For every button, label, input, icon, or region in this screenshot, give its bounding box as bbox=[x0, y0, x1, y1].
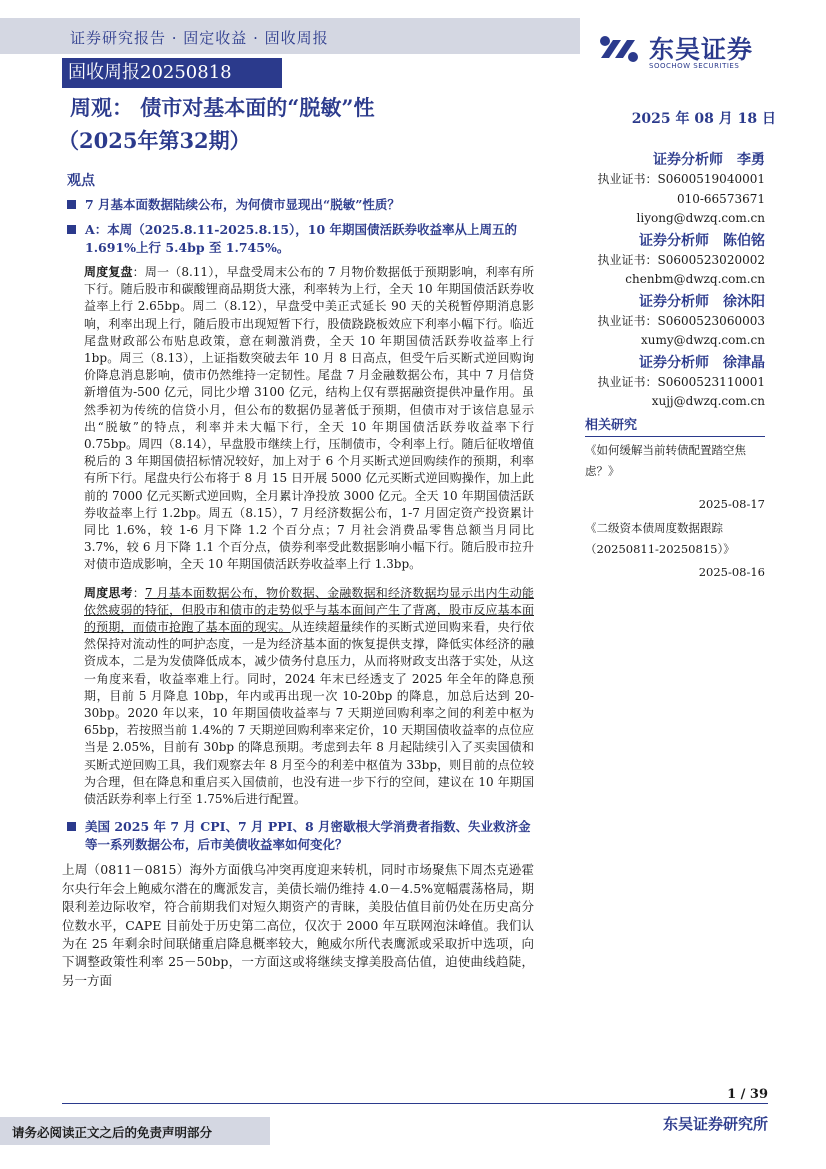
related-item-title[interactable]: 《二级资本债周度数据跟踪（20250811-20250815）》 bbox=[585, 521, 735, 556]
report-title: 周观： 债市对基本面的“脱敏”性 bbox=[70, 95, 375, 120]
analyst-title: 证券分析师 李勇 bbox=[653, 152, 765, 168]
breadcrumb: 证券研究报告 · 固定收益 · 固收周报 bbox=[70, 29, 329, 47]
main-content bbox=[62, 196, 534, 990]
analyst-cert: 执业证书：S0600523110001 bbox=[597, 374, 765, 389]
related-research-heading: 相关研究 bbox=[585, 414, 765, 437]
us-market-paragraph: 上周（0811－0815）海外方面俄乌冲突再度迎来转机，同时市场聚焦下周杰克逊霍尔央行年会上鲍威尔潜在的鹰派发言，美债长端仍维持 4.0－4.5%宽幅震荡格局，期限利差边际收窄，符合前期我们对短久期资产的青睐，美股估值目前仍处在历史高分位数水平，CAPE 目前处于历史第二高位，仅次于 2000 年互联网泡沫峰值。我们认为在 25 年剩余时间联储重启降息概率较大，鲍威尔所代表鹰派或采取折中选项，向下调整政策性利率 25－50bp，一方面这或将继续支撑美股高估值，迫使曲线趋陡，另一方面 bbox=[62, 862, 534, 988]
key-point-2: A：本周（2025.8.11-2025.8.15），10 年期国债活跃券收益率从上周五的 1.691%上行 5.4bp 至 1.745%。 bbox=[62, 221, 534, 257]
weekly-thinking-text: 从连续超量续作的买断式逆回购来看，央行依然保持对流动性的呵护态度，一是为经济基本面的恢复提供支撑，降低实体经济的融资成本，二是为发债降低成本，减少债务付息压力，从而将财政支出落于实处，从这一角度来看，收益率难上行。同时，2024 年末已经透支了 2025 年全年的降息预期，目前 5 月降息 10bp，年内或再出现一次 10-20bp 的降息，加总后达到 20-30bp。2020 年以来，10 年期国债收益率与 7 天期逆回购利率之间的利差中枢为 65bp，若按照当前 1.4%的 7 天期逆回购利率来定价，10 天期国债收益率的点位应当是 2.05%，目前有 30bp 的降息预期。考虑到去年 8 月起陆续引入了买卖国债和买断式逆回购工具，我们观察去年 8 月至今的利差中枢值为 33bp，则目前的点位较为合理，但在降息和重启买入国债前，也没有进一步下行的空间，建议在 10 年期国债活跃券利率上行至 1.75%后进行配置。 bbox=[84, 620, 534, 807]
related-item-title[interactable]: 《如何缓解当前转债配置踏空焦虑？》 bbox=[585, 443, 746, 478]
report-date: 2025 年 08 月 18 日 bbox=[631, 111, 776, 127]
related-item-date: 2025-08-17 bbox=[698, 497, 765, 511]
institute-name: 东吴证券研究所 bbox=[662, 1115, 768, 1133]
related-research bbox=[585, 414, 765, 583]
weekly-thinking-paragraph bbox=[62, 585, 534, 809]
analyst-panel bbox=[585, 148, 765, 412]
analyst-email[interactable]: chenbm@dwzq.com.cn bbox=[625, 272, 765, 286]
weekly-thinking-colon: ： bbox=[132, 585, 145, 600]
report-issue: （2025年第32期） bbox=[58, 128, 251, 153]
section-label: 观点 bbox=[67, 173, 95, 189]
page-number: 1 / 39 bbox=[727, 1087, 768, 1102]
analyst-cert: 执业证书：S0600519040001 bbox=[597, 172, 765, 186]
analyst-title: 证券分析师 徐津晶 bbox=[639, 354, 765, 371]
weekly-thinking-highlight: 7 月基本面数据公布，物价数据、金融数据和经济数据均显示出内生动能依然疲弱的特征，但股市和债市的走势似乎与基本面间产生了背离，股市反应基本面的预期，而债市抢跑了基本面的现实。 bbox=[84, 585, 534, 635]
logo-text-en: SOOCHOW SECURITIES bbox=[649, 62, 740, 70]
key-point-3: 美国 2025 年 7 月 CPI、7 月 PPI、8 月密歇根大学消费者指数、失业救济金等一系列数据公布，后市美债收益率如何变化？ bbox=[62, 818, 534, 854]
weekly-thinking-label: 周度思考 bbox=[84, 585, 133, 600]
analyst-cert: 执业证书：S0600523060003 bbox=[597, 313, 765, 328]
key-point-1: 7 月基本面数据陆续公布，为何债市显现出“脱敏”性质？ bbox=[62, 196, 534, 214]
analyst-email[interactable]: xumy@dwzq.com.cn bbox=[640, 333, 765, 347]
disclaimer-notice: 请务必阅读正文之后的免责声明部分 bbox=[12, 1125, 213, 1140]
logo-text-cn: 东吴证券 bbox=[649, 35, 754, 64]
logo-mark-icon bbox=[597, 32, 641, 66]
analyst-cert: 执业证书：S0600523020002 bbox=[597, 252, 765, 267]
company-logo bbox=[597, 30, 797, 70]
analyst-email[interactable]: xujj@dwzq.com.cn bbox=[651, 394, 765, 408]
analyst-phone: 010-66573671 bbox=[676, 191, 765, 206]
analyst-email[interactable]: liyong@dwzq.com.cn bbox=[636, 211, 765, 225]
weekly-review-paragraph bbox=[62, 264, 534, 574]
analyst-title: 证券分析师 徐沐阳 bbox=[639, 293, 765, 310]
weekly-review-text: ：周一（8.11），早盘受周末公布的 7 月物价数据低于预期影响，利率有所下行。随后股市和碳酸锂商品期货大涨，利率转为上行，全天 10 年期国债活跃券收益率上行 2.65bp。周二（8.12），早盘受中美正式延长 90 天的关税暂停期消息影响，利率出现上行，随后股市出现短暂下行，股债跷跷板效应下利率小幅下行。临近尾盘财政部公布贴息政策，意在刺激消费，全天 10 年期国债活跃券收益率上行 1bp。周三（8.13），上证指数突破去年 10 月 8 日高点，但受午后买断式逆回购询价降息消息影响，债市仍然维持一定韧性。尾盘 7 月金融数据公布，其中 7 月信贷新增值为-500 亿元，同比少增 3100 亿元，结构上仅有票据融资提供冲量作用。虽然季初为传统的信贷小月，但公布的数据仍显著低于预期，但债市对于该信息显示出“脱敏”的特点，利率并未大幅下行，全天 10 年期国债活跃券收益率下行 0.75bp。周四（8.14），早盘股市继续上行，压制债市，令利率上行。随后征收增值税后的 3 年期国债招标情况较好，加上对于 6 个月买断式逆回购续作的预期，利率有所下行。尾盘央行公布将于 8 月 15 日开展 5000 亿元买断式逆回购操作，加上此前的 7000 亿元买断式逆回购，全月累计净投放 3000 亿元。全天 10 年期国债活跃券收益率上行 1.2bp。周五（8.15），7 月经济数据公布，1-7 月固定资产投资累计同比 1.6%，较 1-6 月下降 1.2 个百分点；7 月社会消费品零售总额当月同比 3.7%，较 6 月下降 1.1 个百分点，债券利率受此数据影响小幅下行。随后股市拉升对债市造成影响，全天 10 年期国债活跃券收益率上行 1.3bp。 bbox=[84, 265, 534, 572]
report-type-banner: 固收周报20250818 bbox=[62, 58, 282, 88]
weekly-review-label: 周度复盘 bbox=[84, 265, 133, 279]
analyst-title: 证券分析师 陈伯铭 bbox=[639, 232, 765, 249]
footer-divider bbox=[62, 1103, 768, 1104]
related-item-date: 2025-08-16 bbox=[698, 565, 765, 579]
